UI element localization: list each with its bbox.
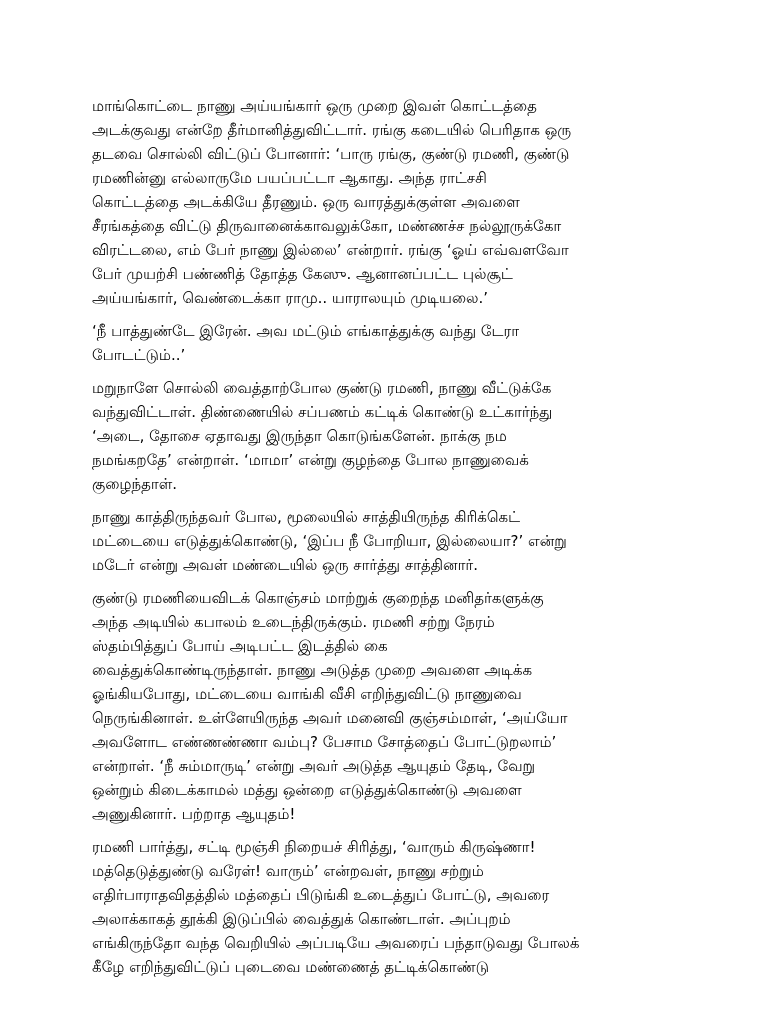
text-line: தடவை சொல்லி விட்டுப் போனார்: ‘பாரு ரங்கு, குண்டு ரமணி, குண்டு — [92, 145, 570, 163]
text-line: ரமணின்னு எல்லாருமே பயப்பட்டா ஆகாது. அந்த ராட்சசி — [92, 169, 487, 187]
text-line: எங்கிருந்தோ வந்த வெறியில் அப்படியே அவரைப் பந்தாடுவது போலக் — [92, 934, 580, 952]
text-line: அவளோட எண்ணண்ணா வம்பு? பேசாம சோத்தைப் போட்டுறலாம்’ — [92, 733, 557, 751]
text-line: குண்டு ரமணியைவிடக் கொஞ்சம் மாற்றுக் குறைந்த மனிதர்களுக்கு — [92, 589, 544, 607]
text-line: எதிர்பாராதவிதத்தில் மத்தைப் பிடுங்கி உடைத்துப் போட்டு, அவரை — [92, 886, 550, 904]
text-line: நெருங்கினாள். உள்ளேயிருந்த அவர் மனைவி குஞ்சம்மாள், ‘அய்யோ — [92, 709, 568, 727]
text-line: மறுநாளே சொல்லி வைத்தாற்போல குண்டு ரமணி, நாணு வீட்டுக்கே — [92, 379, 552, 397]
paragraph-5 — [92, 586, 712, 826]
text-line: என்றாள். ‘நீ சும்மாருடி’ என்று அவர் அடுத்த ஆயுதம் தேடி, வேறு — [92, 757, 536, 775]
text-line: ரமணி பார்த்து, சட்டி மூஞ்சி நிறையச் சிரித்து, ‘வாரும் கிருஷ்ணா! — [92, 838, 536, 856]
text-line: நாணு காத்திருந்தவர் போல, மூலையில் சாத்தியிருந்த கிரிக்கெட் — [92, 508, 521, 526]
text-line: விரட்டலை, எம் பேர் நாணு இல்லை’ என்றார். ரங்கு ‘ஓய் எவ்வளவோ — [92, 241, 569, 259]
paragraph-1 — [92, 94, 712, 310]
text-line: ஸ்தம்பித்துப் போய் அடிபட்ட இடத்தில் கை — [92, 637, 388, 655]
text-line: போடட்டும்..’ — [92, 346, 186, 364]
paragraph-3 — [92, 376, 712, 496]
text-line: ‘அடை, தோசை ஏதாவது இருந்தா கொடுங்களேன். நாக்கு நம — [92, 427, 507, 445]
text-line: மத்தெடுத்துண்டு வரேள்! வாரும்’ என்றவள், நாணு சற்றும் — [92, 862, 484, 880]
text-line: குழைந்தாள். — [92, 475, 178, 493]
document-page — [92, 94, 712, 988]
text-line: அந்த அடியில் கபாலம் உடைந்திருக்கும். ரமணி சற்று நேரம் — [92, 613, 495, 631]
paragraph-4 — [92, 505, 712, 577]
text-line: சீரங்கத்தை விட்டு திருவானைக்காவலுக்கோ, மண்ணச்ச நல்லூருக்கோ — [92, 217, 562, 235]
text-line: மாங்கொட்டை நாணு அய்யங்கார் ஒரு முறை இவள் கொட்டத்தை — [92, 97, 537, 115]
text-line: நமங்கறதே’ என்றாள். ‘மாமா’ என்று குழந்தை போல நாணுவைக் — [92, 451, 529, 469]
text-line: வைத்துக்கொண்டிருந்தாள். நாணு அடுத்த முறை அவளை அடிக்க — [92, 661, 533, 679]
text-line: மடேர் என்று அவள் மண்டையில் ஒரு சார்த்து சாத்தினார். — [92, 556, 479, 574]
text-line: மட்டையை எடுத்துக்கொண்டு, ‘இப்ப நீ போறியா, இல்லையா?’ என்று — [92, 532, 567, 550]
text-line: அய்யங்கார், வெண்டைக்கா ராமு.. யாராலயும் முடியலை.’ — [92, 289, 488, 307]
text-line: கீழே எறிந்துவிட்டுப் புடைவை மண்ணைத் தட்டிக்கொண்டு — [92, 958, 490, 976]
text-line: ‘நீ பாத்துண்டே இரேன். அவ மட்டும் எங்காத்துக்கு வந்து டேரா — [92, 322, 520, 340]
paragraph-2 — [92, 319, 712, 367]
text-line: கொட்டத்தை அடக்கியே தீரணும். ஒரு வாரத்துக்குள்ள அவளை — [92, 193, 520, 211]
text-line: அலாக்காகத் தூக்கி இடுப்பில் வைத்துக் கொண்டாள். அப்புறம் — [92, 910, 511, 928]
text-line: வந்துவிட்டாள். திண்ணையில் சப்பணம் கட்டிக் கொண்டு உட்கார்ந்து — [92, 403, 553, 421]
text-line: பேர் முயற்சி பண்ணித் தோத்த கேஸு. ஆனானப்பட்ட புல்சூட் — [92, 265, 513, 283]
text-line: ஒன்றும் கிடைக்காமல் மத்து ஒன்றை எடுத்துக்கொண்டு அவளை — [92, 781, 522, 799]
text-line: ஓங்கியபோது, மட்டையை வாங்கி வீசி எறிந்துவிட்டு நாணுவை — [92, 685, 522, 703]
text-line: அடக்குவது என்றே தீர்மானித்துவிட்டார். ரங்கு கடையில் பெரிதாக ஒரு — [92, 121, 572, 139]
text-line: அணுகினார். பற்றாத ஆயுதம்! — [92, 805, 296, 823]
paragraph-6 — [92, 835, 712, 979]
